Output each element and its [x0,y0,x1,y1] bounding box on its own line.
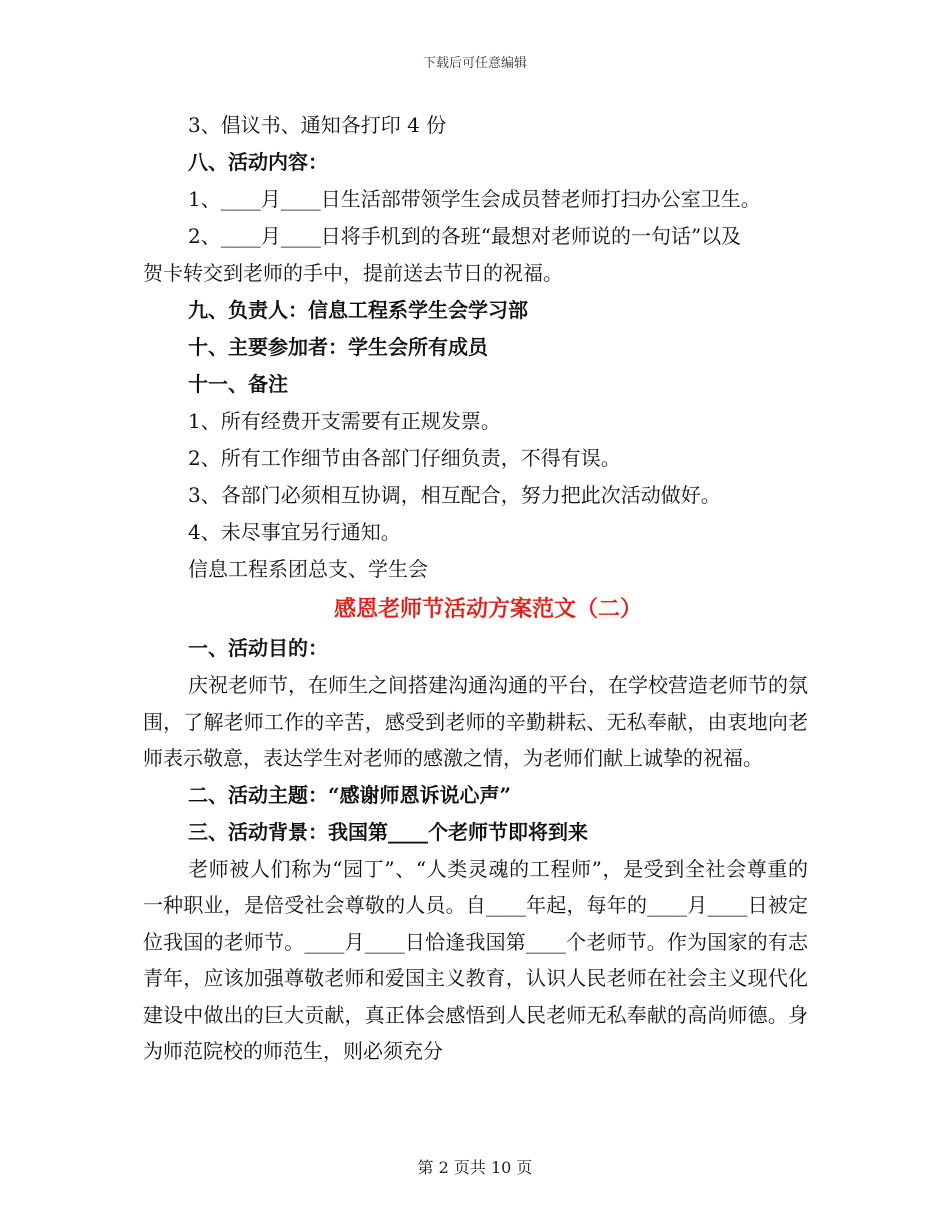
document-body [143,107,808,1070]
text-line: 2、所有工作细节由各部门仔细负责，不得有误。 [188,446,621,470]
document-title: 感恩老师节活动方案范文（二） [333,596,642,622]
text-line: 贺卡转交到老师的手中，提前送去节日的祝福。 [143,261,563,285]
paragraph-background: 老师被人们称为“园丁”、“人类灵魂的工程师”，是受到全社会尊重的一种职业，是倍受社会尊敬的人员。自____年起，每年的____月____日被定位我国的老师节。____月____日恰逢我国第____个老师节。作为国家的有志青年，应该加强尊敬老师和爱国主义教育，认识人民老师在社会主义现代化建设中做出的巨大贡献，真正体会感悟到人民老师无私奉献的高尚师德。身为师范院校的师范生，则必须充分 [143,856,808,1063]
page-footer: 第 2 页共 10 页 [417,1158,533,1177]
section-heading: 三、活动背景：我国第____个老师节即将到来 [188,819,588,844]
paragraph-purpose: 庆祝老师节，在师生之间搭建沟通沟通的平台，在学校营造老师节的氛围，了解老师工作的辛苦，感受到老师的辛勤耕耘、无私奉献，由衷地向老师表示敬意，表达学生对老师的感激之情，为老师们献上诚挚的祝福。 [143,673,808,770]
text-line: 4、未尽事宜另行通知。 [188,520,401,544]
section-heading: 一、活动目的： [188,636,328,660]
text-line: 3、各部门必须相互协调，相互配合，努力把此次活动做好。 [188,483,721,507]
text-line: 1、所有经费开支需要有正规发票。 [188,409,501,433]
text-line: 2、____月____日将手机到的各班“最想对老师说的一句话”以及 [188,224,742,248]
section-heading: 十、主要参加者：学生会所有成员 [188,335,488,359]
section-heading: 十一、备注 [188,372,288,396]
page-header: 下载后可任意编辑 [422,56,527,71]
text-line: 1、____月____日生活部带领学生会成员替老师打扫办公室卫生。 [188,187,761,211]
text-line: 3、倡议书、通知各打印 4 份 [188,113,447,137]
section-heading: 二、活动主题：“感谢师恩诉说心声” [188,782,512,807]
section-heading: 九、负责人：信息工程系学生会学习部 [188,298,528,322]
text-line: 信息工程系团总支、学生会 [188,557,428,581]
section-heading: 八、活动内容： [188,150,328,174]
